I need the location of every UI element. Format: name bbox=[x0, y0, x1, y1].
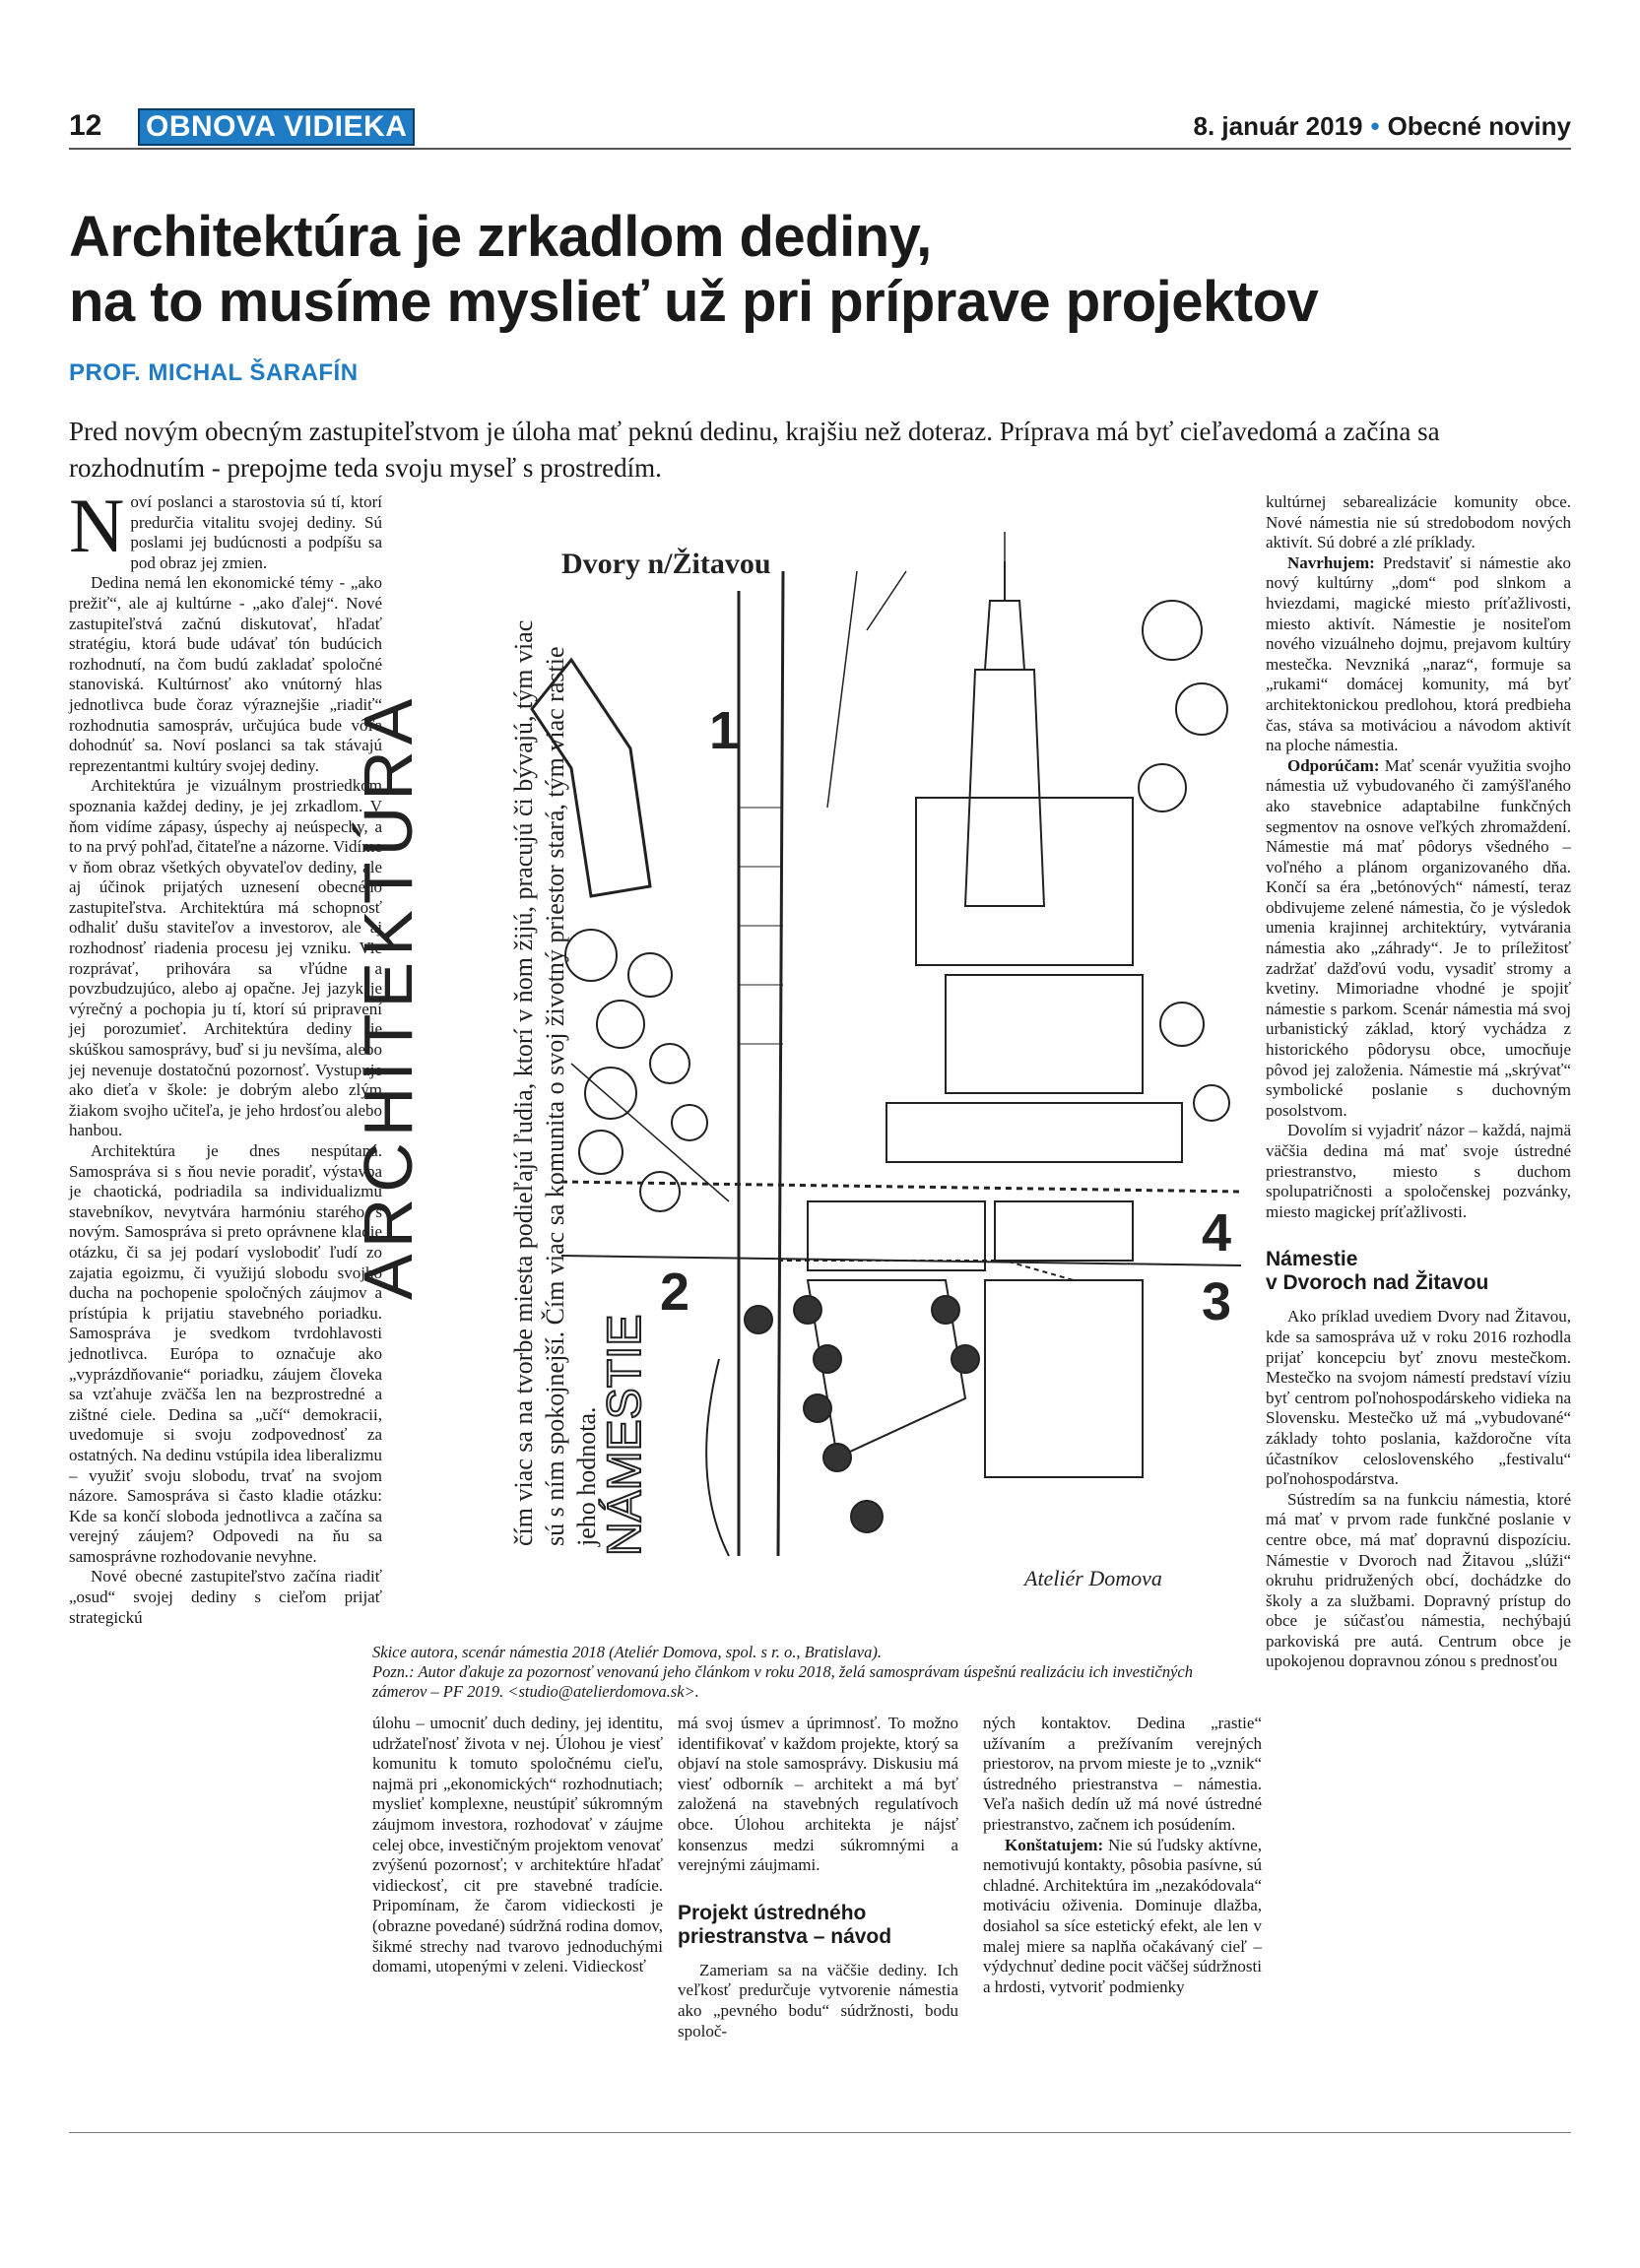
marker-3: 3 bbox=[1202, 1272, 1232, 1331]
paragraph bbox=[1266, 756, 1571, 1122]
paragraph: Architektúra je vizuálnym prostriedkom spoznania každej dediny, je jej zrkadlom. V ňom vidíme zápasy, úspechy aj neúspechy, a to na prvý pohľad, čitateľne a názorne. Vidíme v ňom obraz všetkých obyvateľov dediny, ale aj účinok prijatých uznesení obecného zastupiteľstva. Architektúra má schopnosť odhaliť dušu staviteľov a investorov, ale aj rozhodnosť riadenia procesu jej vzniku. Vie rozprávať, prihovára sa vľúdne a povzbudzujúco, alebo aj opačne. Jej jazyk je výrečný a pochopia ju tí, ktorí sú pripravení jej porozumieť. Architektúra dediny je skúškou samosprávy, buď si ju nevšíma, alebo jej nevenuje dostatočnú pozornosť. Vystupuje ako dieťa v škole: je dobrým alebo zlým žiakom svojho učiteľa, je jeho hrdosťou alebo hanbou. bbox=[69, 776, 382, 1140]
paragraph bbox=[1266, 553, 1571, 756]
paragraph-text: Predstaviť si námestie ako nový kultúrny „dom“ pod slnkom a hviezdami, magické miesto príťažlivosti, miesto aktivít. Námestie je nositeľom nového vizuálneho dojmu, prejavom kultúry mestečka. Nevzniká „naraz“, formuje sa „rukami“ domácej komunity, má byť architektonickou predlohou, ktorá predbieha čas, stáva sa motiváciou a návodom aktivít na ploche námestia. bbox=[1266, 552, 1571, 755]
architecture-sketch bbox=[350, 512, 1251, 1595]
caption-line-1: Skice autora, scenár námestia 2018 (Ateliér Domova, spol. s r. o., Bratislava). bbox=[372, 1643, 882, 1661]
paragraph-text: Nie sú ľudsky aktívne, nemotivujú kontakty, pôsobia pasívne, sú chladné. Architektúra im „nezakódovala“ motiváciu oživenia. Dominuje dlažba, dosiahol sa síce estetický efekt, ale len v malej miere sa naplňa očakávaný cieľ – výdychnuť dedine pocit väčšej súdržnosti a hrdosti, vytvoriť podmienky bbox=[983, 1835, 1262, 1996]
dateline bbox=[1194, 106, 1572, 146]
paragraph: Sústredím sa na funkciu námestia, ktoré má mať v prvom rade funkčné poslanie v centre obce, má mať dopravnú dispozíciu. Námestie v Dvoroch nad Žitavou „slúži“ okruhu pridružených obcí, dochádzke do školy a za službami. Dopravný prístup do obce je súčasťou námestia, nechýbajú parkoviská pre autá. Centrum obce je upokojenou dopravnou zónou s prednosťou bbox=[1266, 1489, 1571, 1671]
subheading-line-1: Námestie bbox=[1266, 1248, 1358, 1271]
column-4 bbox=[983, 1714, 1262, 1997]
paragraph: úlohu – umocniť duch dediny, jej identitu, udržateľnosť života v nej. Úlohou je viesť komunitu k tomuto spoločnému cieľu, najmä pri „ekonomických“ rozhodnutiach; myslieť komplexne, neustúpiť súkromným záujmom investora, rozhodovať v záujme celej obce, investičným projektom venovať zvýšenú pozornosť; v architektúre hľadať vidieckosť, cit pre stavebné tradície. Pripomínam, že čarom vidieckosti je (obrazne povedané) súdržná rodina domov, šikmé strechy nad tvarovo jednoduchými domami, utopenými v zeleni. Vidieckosť bbox=[372, 1714, 663, 1976]
sketch-title: Dvory n/Žitavou bbox=[561, 548, 771, 580]
publication-name: Obecné noviny bbox=[1387, 111, 1571, 141]
paragraph: Dovolím si vyjadriť názor – každá, najmä väčšia dedina má mať svoje ústredné priestranstvo, miesto s duchom spolupatričnosti a spoločenskej pozvánky, miesto magickej príťažlivosti. bbox=[1266, 1121, 1571, 1221]
paragraph: Ako príklad uvediem Dvory nad Žitavou, kde sa samospráva už v roku 2016 rozhodla prijať koncepciu byť znovu mestečkom. Mestečko na svojom námestí predstaví víziu byť centrom poľnohospodárskeho vidieka na Slovensku. Mestečko už má „vybudované“ základy tohto poslania, každoročne víta účastníkov celoslovenského „festivalu“ poľnohospodárstva. bbox=[1266, 1307, 1571, 1489]
marker-1: 1 bbox=[709, 701, 740, 760]
column-3 bbox=[678, 1714, 958, 2041]
vertical-title: ARCHITEKTÚRA bbox=[350, 692, 426, 1300]
marker-4: 4 bbox=[1202, 1203, 1232, 1263]
paragraph: Dedina nemá len ekonomické témy - „ako prežiť“, ale aj kultúrne - „ako ďalej“. Nové zastupiteľstvá začnú diskutovať, hľadať stratégiu, ktorá bude udávať tón budúcich rozhodnutí, na čom budú zakladať spoločné stanoviská. Kultúrnosť ako vnútorný hlas jednotlivca bude čoraz výraznejšie „riadiť“ rozhodnutia samospráv, určujúca bude vôľa dohodnúť sa. Noví poslanci sa tak stávajú reprezentantmi kultúry svojej dediny. bbox=[69, 573, 382, 775]
header-rule bbox=[69, 148, 1571, 150]
drop-cap: N bbox=[69, 483, 125, 568]
bold-label: Konštatujem: bbox=[1005, 1835, 1104, 1854]
vertical-subtitle: NÁMESTIE bbox=[599, 1314, 651, 1556]
paragraph: Architektúra je dnes nespútaná. Samospráva si s ňou nevie poradiť, výstavba je chaotická, podriadila sa individualizmu stavebníkov, nevytvára harmóniu starého s novým. Samospráva si preto oprávnene kladie otázku, či sa jej podarí vyslobodiť ľudí zo zajatia egoizmu, či využijú slobodu svojho ducha na pochopenie spoločných záujmov a prístúpia k prijatiu stavebného poriadku. Samospráva je svedkom tvrdohlavosti jednotlivca. Európa to označuje ako „vyprázdňovanie“ poriadku, záujem človeka sa vzťahuje zväčša len na bezprostredné a zištné ciele. Dedina sa „učí“ demokracii, uvedomuje si svoju zodpovednosť za ostatných. Na dedinu vstúpila idea liberalizmu – využiť svoju slobodu, trvať na svojom názore. Samospráva si často kladie otázku: Kde sa končí sloboda jednotlivca a začína sa verejný záujem? Odpovedi na ňu sa samosprávne rozhodovanie nevyhne. bbox=[69, 1141, 382, 1566]
headline-line-2: na to musíme myslieť už pri príprave projektov bbox=[69, 270, 1319, 334]
paragraph: Nové obecné zastupiteľstvo začína riadiť „osud“ svojej dediny s cieľom prijať strategickú bbox=[69, 1567, 382, 1627]
paragraph: ných kontaktov. Dedina „rastie“ užívaním a prežívaním verejných priestorov, na prvom mieste je to „vznik“ ústredného priestranstva – námestia. Veľa našich dedín už má nové ústredné priestranstvo, začnem ich posúdením. bbox=[983, 1714, 1262, 1834]
handwriting-line-2: sú s ním spokojnejší. Čím viac sa komunita o svoj životný priestor stará, tým viac rastie bbox=[541, 646, 569, 1546]
page-number: 12 bbox=[69, 109, 102, 142]
paragraph bbox=[69, 483, 382, 573]
lead-paragraph: Pred novým obecným zastupiteľstvom je úloha mať peknú dedinu, krajšiu než doteraz. Príprava má byť cieľavedomá a začína sa rozhodnutím - prepojme teda svoju myseľ s prostredím. bbox=[69, 417, 1440, 483]
column-1 bbox=[69, 483, 382, 1628]
page-header bbox=[69, 106, 1571, 148]
column-2 bbox=[372, 1714, 663, 1977]
handwriting-line-3: jeho hodnota. bbox=[572, 1406, 601, 1546]
paragraph: Zameriam sa na väčšie dediny. Ich veľkosť predurčuje vytvorenie námestia ako „pevného bodu“ súdržnosti, bodu spoloč- bbox=[678, 1960, 958, 2041]
handwriting-line-1: čím viac sa na tvorbe miesta podieľajú ľudia, ktorí v ňom žijú, pracujú či bývajú, tým viac bbox=[509, 619, 538, 1546]
paragraph: má svoj úsmev a úprimnosť. To možno identifikovať v každom projekte, ktorý sa objaví na stole samosprávy. Diskusiu má viesť odborník – architekt a má byť založená na stavebných regulatívoch obce. Úlohou architekta je nájsť konsenzus medzi súkromnými a verejnými záujmami. bbox=[678, 1714, 958, 1875]
bold-label: Odporúčam: bbox=[1287, 755, 1380, 775]
paragraph bbox=[983, 1836, 1262, 1998]
paragraph: kultúrnej sebarealizácie komunity obce. Nové námestia nie sú stredobodom nových aktivít. Sú dobré a zlé príklady. bbox=[1266, 492, 1571, 552]
footer-rule bbox=[69, 2132, 1571, 2133]
figure-caption bbox=[372, 1643, 1249, 1702]
bold-label: Navrhujem: bbox=[1287, 552, 1375, 572]
sketch-signature: Ateliér Domova bbox=[1024, 1566, 1162, 1590]
paragraph-text: Mať scenár využitia svojho námestia už vybudovaného či zamýšľaného ako stavebnice adaptabilne funkčných segmentov na osnove veľkých zhromaždení. Námestie má mať pôdorys všedného – voľného a plánom organizovaného dňa. Končí sa éra „betónových“ námestí, teraz obdivujeme zelené námestia, čo je výsledok umenia krajinnej architektúry, vytvárania námestia ako „záhrady“. Je to príležitosť zadržať dažďovú vodu, vysadiť stromy a kvetiny. Mimoriadne vhodné je spojiť námestie s parkom. Scenár námestia má svoj urbanistický základ, ktorý vychádza z historického pôdorysu obce, umocňuje pôvod jej založenia. Námestie má „skrývať“ symbolické poslanie s duchovným posolstvom. bbox=[1266, 755, 1571, 1120]
marker-2: 2 bbox=[660, 1263, 690, 1322]
headline bbox=[69, 205, 1571, 335]
separator-bullet: • bbox=[1370, 111, 1380, 141]
paragraph-text: oví poslanci a starostovia sú tí, ktorí predurčia vitalitu svojej dediny. Sú poslami jej budúcnosti a podpíšu sa pod obraz jej zmien. bbox=[130, 492, 382, 572]
section-label: OBNOVA VIDIEKA bbox=[138, 108, 415, 146]
subheading: Projekt ústredného priestranstva – návod bbox=[678, 1901, 892, 1948]
issue-date: 8. január 2019 bbox=[1193, 111, 1363, 141]
author-byline: PROF. MICHAL ŠARAFÍN bbox=[69, 359, 359, 386]
caption-line-2: Pozn.: Autor ďakuje za pozornosť venovanú jeho článkom v roku 2018, želá samosprávam úspešnú realizáciu ich investičných zámerov – PF 2019. <studio@atelierdomova.sk>. bbox=[372, 1662, 1193, 1701]
subheading bbox=[1266, 1248, 1571, 1295]
column-5 bbox=[1266, 492, 1571, 1672]
subheading-line-2: v Dvoroch nad Žitavou bbox=[1266, 1271, 1489, 1295]
headline-line-1: Architektúra je zrkadlom dediny, bbox=[69, 205, 932, 269]
